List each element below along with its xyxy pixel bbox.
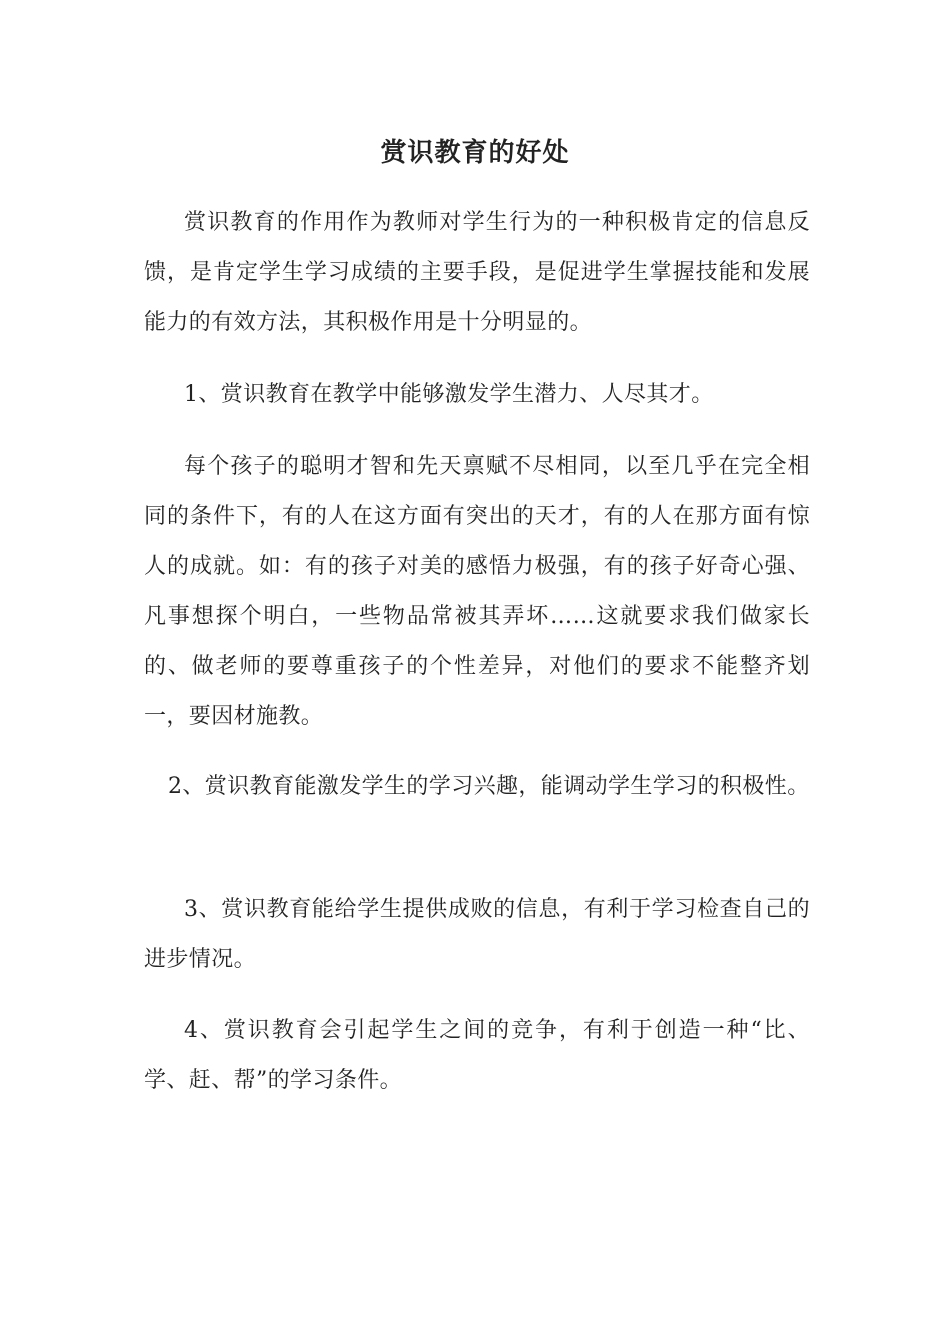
- paragraph-point-1-detail: 每个孩子的聪明才智和先天禀赋不尽相同，以至几乎在完全相同的条件下，有的人在这方面有突出的天才，有的人在那方面有惊人的成就。如：有的孩子对美的感悟力极强，有的孩子好奇心强、凡事想探个明白，一些物品常被其弄坏……这就要求我们做家长的、做老师的要尊重孩子的个性差异，对他们的要求不能整齐划一，要因材施教。: [144, 454, 810, 729]
- paragraph-point-2: 2、赏识教育能激发学生的学习兴趣，能调动学生学习的积极性。: [168, 774, 810, 799]
- paragraph-intro: 赏识教育的作用作为教师对学生行为的一种积极肯定的信息反馈，是肯定学生学习成绩的主要手段，是促进学生掌握技能和发展能力的有效方法，其积极作用是十分明显的。: [144, 210, 810, 335]
- document-title: 赏识教育的好处: [380, 138, 570, 168]
- paragraph-point-3: 3、赏识教育能给学生提供成败的信息，有利于学习检查自己的进步情况。: [144, 897, 810, 972]
- paragraph-point-4: 4、赏识教育会引起学生之间的竞争，有利于创造一种“比、学、赶、帮”的学习条件。: [144, 1018, 810, 1093]
- paragraph-point-1: 1、赏识教育在教学中能够激发学生潜力、人尽其才。: [184, 382, 714, 407]
